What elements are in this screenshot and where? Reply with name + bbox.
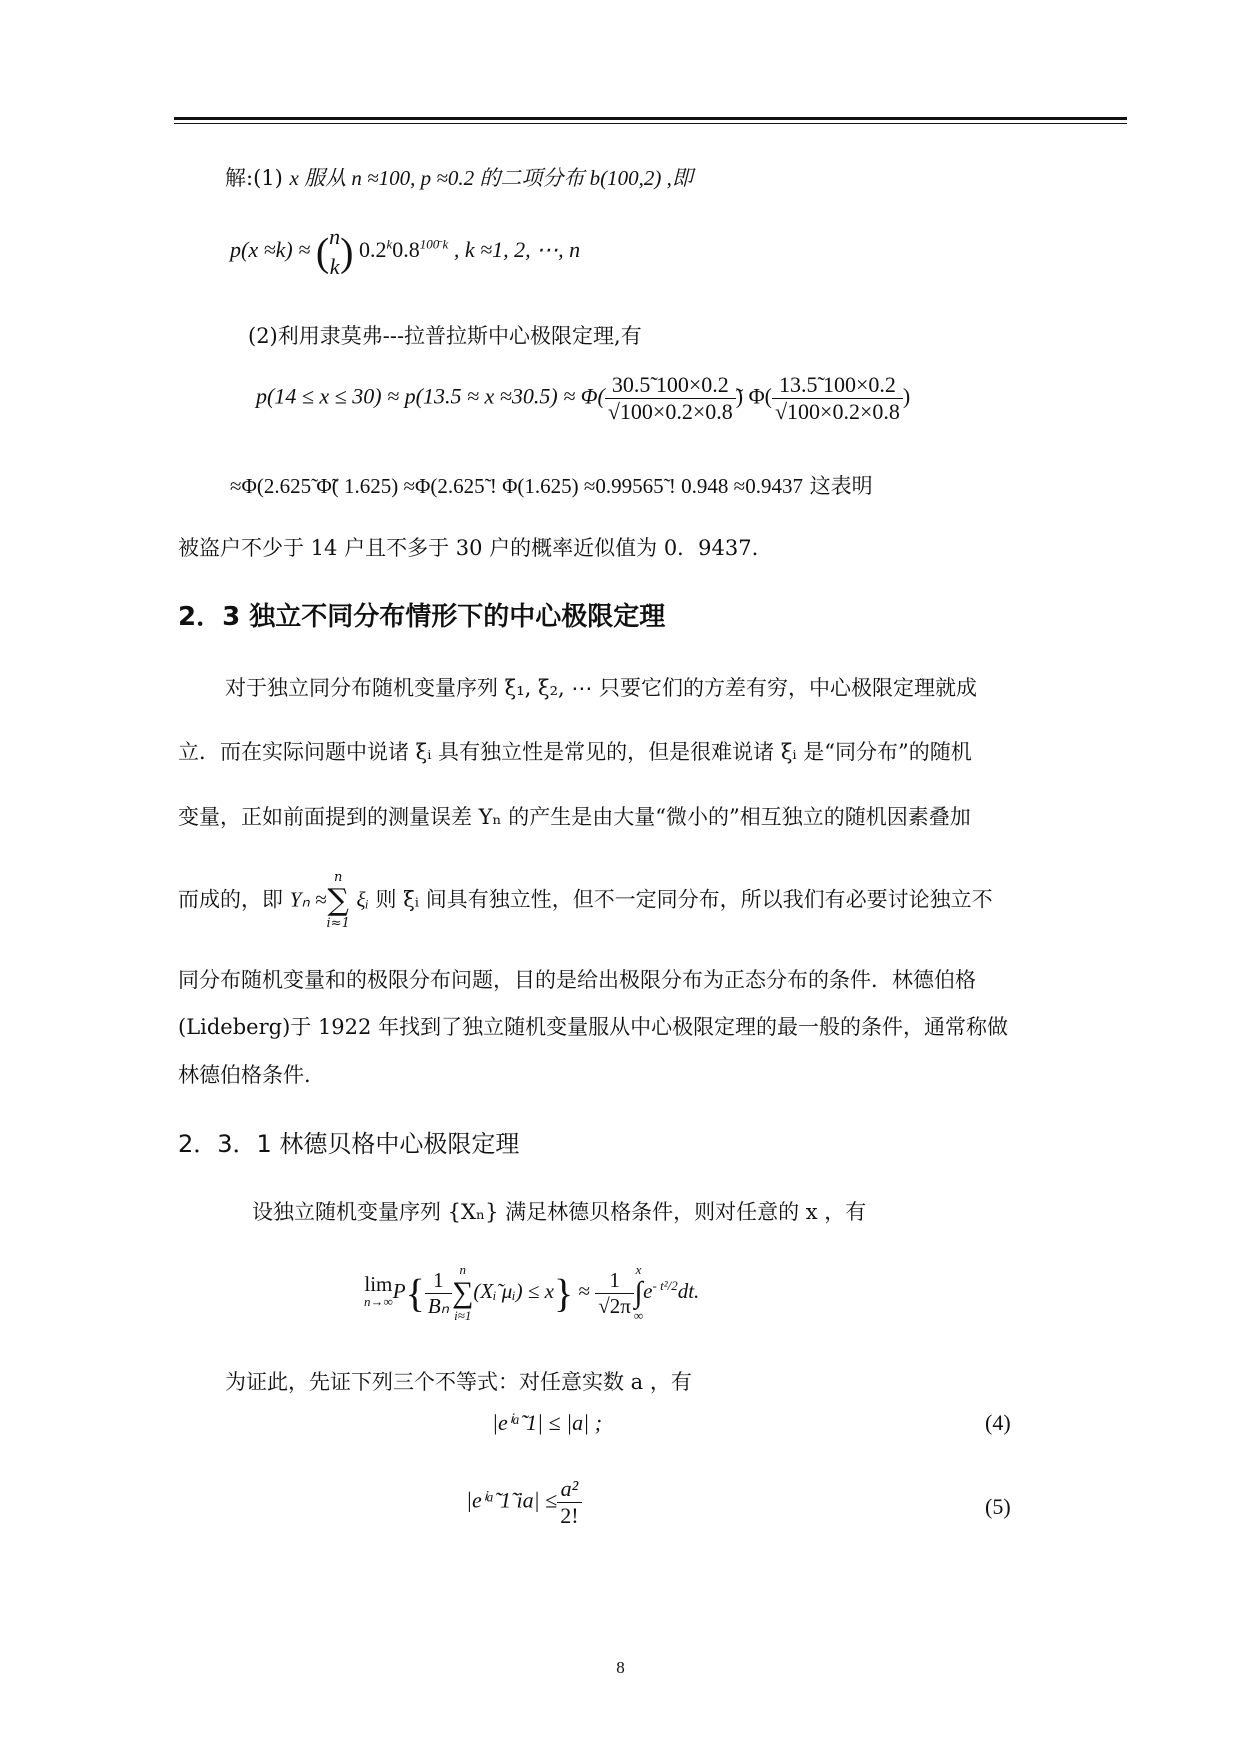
- eq2-left: p(14 ≤ x ≤ 30) ≈ p(13.5 ≈ x ≈30.5) ≈ Φ(: [256, 383, 605, 409]
- lim-sub: n→∞: [364, 1294, 393, 1309]
- eq2-frac1-num: 30.5̃ 100×0.2: [605, 372, 736, 399]
- line4-text-b: 则 ξᵢ 间具有独立性，但不一定同分布，所以我们有必要讨论独立不: [375, 887, 993, 912]
- eq-sum-sign: ∑: [452, 1276, 474, 1309]
- solution-math: x 服从 n ≈100, p ≈0.2 的二项分布 b(100,2) ,即: [289, 166, 693, 190]
- frac-num: 1: [425, 1268, 452, 1294]
- eq-dt: dt.: [677, 1278, 700, 1303]
- eq3-text: 这表明: [809, 474, 873, 498]
- equation-number-5: (5): [985, 1494, 1011, 1519]
- eq1-tail: , k ≈1, 2, ⋯, n: [453, 237, 581, 263]
- sum-sign: ∑: [327, 883, 349, 918]
- eq-sum-bottom: i≈1: [454, 1308, 472, 1323]
- section-2-3-1-line-2: 为证此，先证下列三个不等式：对任意实数 a ，有: [225, 1370, 692, 1394]
- ineq4-expr: |eⁱᵃ̃ 1| ≤ |a| ;: [492, 1410, 603, 1435]
- solution-line-3: [178, 534, 1128, 562]
- ineq5-left: |eⁱᵃ̃ 1̃ ia| ≤: [466, 1487, 558, 1513]
- eq2-fraction-1: [605, 372, 736, 425]
- page-number: 8: [616, 1658, 625, 1677]
- eq2-frac1-den: √100×0.2×0.8: [607, 399, 733, 424]
- section-2-3-1-line-1: 设独立随机变量序列 {Xₙ} 满足林德贝格条件，则对任意的 x ，有: [252, 1200, 867, 1224]
- eq2-frac2-num: 13.5̃ 100×0.2: [772, 372, 903, 399]
- eq1-base1: 0.2: [359, 237, 387, 263]
- equation-number-4: (4): [985, 1410, 1011, 1435]
- paren-left: (: [315, 229, 330, 275]
- eq2-fraction-2: [772, 372, 903, 425]
- eq1-base2: 0.8: [392, 237, 420, 263]
- solution-line-3-text: 被盗户不少于 14 户且不多于 30 户的概率近似值为 0．9437.: [178, 536, 759, 560]
- brace-left: {: [405, 1270, 425, 1316]
- ineq5-den: 2!: [560, 1503, 579, 1528]
- frac-den: Bₙ: [427, 1293, 450, 1318]
- int-top: x: [635, 1262, 642, 1277]
- section-2-3-line-4: [178, 870, 1128, 930]
- solution-line-2: [248, 322, 1198, 350]
- section-2-3-line-2: 立．而在实际问题中说诸 ξᵢ 具有独立性是常见的，但是很难说诸 ξᵢ 是“同分布”的随机: [178, 740, 972, 764]
- eq-e: e: [643, 1278, 653, 1303]
- eq-integral: [634, 1262, 643, 1324]
- eq2-mid: ̃) Φ(: [735, 383, 772, 409]
- eq-sum: [452, 1262, 473, 1324]
- rhs-num: 1: [595, 1268, 634, 1294]
- eq-sum-top: n: [459, 1262, 466, 1277]
- sum-top: n: [333, 870, 343, 885]
- eq-frac-1-over-Bn: [425, 1268, 452, 1319]
- inequality-4: [492, 1410, 602, 1436]
- equation-binomial: [230, 222, 580, 282]
- section-2-3-line-7: 林德伯格条件.: [178, 1063, 311, 1087]
- eq2-end: ): [902, 383, 911, 409]
- binom-top: n: [329, 224, 341, 249]
- eq-rhs-frac: [595, 1268, 634, 1319]
- solution-line-2-text: (2)利用隶莫弗---拉普拉斯中心极限定理,有: [248, 324, 642, 348]
- line4-text-a: 而成的，即: [178, 887, 283, 912]
- header-rule-thick: [174, 117, 1127, 120]
- ineq5-num: a²: [557, 1476, 581, 1503]
- header-rule-thin: [174, 123, 1127, 124]
- equation-result: [230, 472, 1180, 500]
- eq1-exp2: 100̄ k: [419, 236, 449, 252]
- section-heading-2-3: 2．3 独立不同分布情形下的中心极限定理: [178, 602, 666, 632]
- eq-approx: ≈: [573, 1278, 596, 1303]
- eq3-math: ≈Φ(2.625̃ Φ̃( 1.625) ≈Φ(2.625̃ ! Φ(1.625) ≈0.99565̃ ! 0.948 ≈0.9437: [230, 474, 803, 498]
- binomial-coefficient: [329, 222, 340, 282]
- lim-operator: [364, 1272, 393, 1311]
- equation-lindeberg: [364, 1262, 699, 1324]
- inequality-5: [466, 1476, 582, 1529]
- ineq5-frac: [557, 1476, 581, 1529]
- eq-body: (Xᵢ̃ μᵢ) ≤ x: [473, 1278, 555, 1303]
- section-2-3-line-5: 同分布随机变量和的极限分布问题，目的是给出极限分布为正态分布的条件．林德伯格: [178, 968, 976, 992]
- eq-e-exp: - t²/2: [652, 1277, 678, 1293]
- int-bottom: ∞: [633, 1308, 644, 1323]
- eq1-left: p(x ≈k) ≈: [230, 237, 311, 263]
- solution-line-1: [225, 164, 1175, 192]
- section-heading-2-3-1: 2．3．1 林德贝格中心极限定理: [178, 1130, 520, 1158]
- sum-bottom: i≈1: [326, 916, 350, 931]
- equation-approx: [256, 372, 910, 425]
- binom-bottom: k: [329, 254, 340, 279]
- lim-text: lim: [364, 1272, 393, 1296]
- section-2-3-line-3: 变量，正如前面提到的测量误差 Yₙ 的产生是由大量“微小的”相互独立的随机因素叠加: [178, 805, 971, 829]
- rhs-den: √2π: [598, 1293, 631, 1318]
- section-2-3-line-6: (Lideberg)于 1922 年找到了独立随机变量服从中心极限定理的最一般的条件，通常称做: [178, 1015, 1009, 1039]
- line4-xi: ξᵢ: [356, 887, 369, 912]
- paren-right: ): [340, 229, 354, 275]
- solution-prefix: 解:(1): [225, 166, 283, 190]
- eq1-exp1: k: [386, 236, 393, 252]
- section-2-3-line-1: 对于独立同分布随机变量序列 ξ₁, ξ₂, ⋯ 只要它们的方差有穷，中心极限定理就成: [225, 676, 978, 700]
- int-sign: ∫: [634, 1276, 643, 1309]
- eq2-frac2-den: √100×0.2×0.8: [774, 399, 900, 424]
- eq-P: P: [392, 1278, 406, 1303]
- brace-right: }: [554, 1270, 574, 1316]
- line4-math: Yₙ ≈: [289, 887, 327, 912]
- line4-sum: [327, 870, 350, 932]
